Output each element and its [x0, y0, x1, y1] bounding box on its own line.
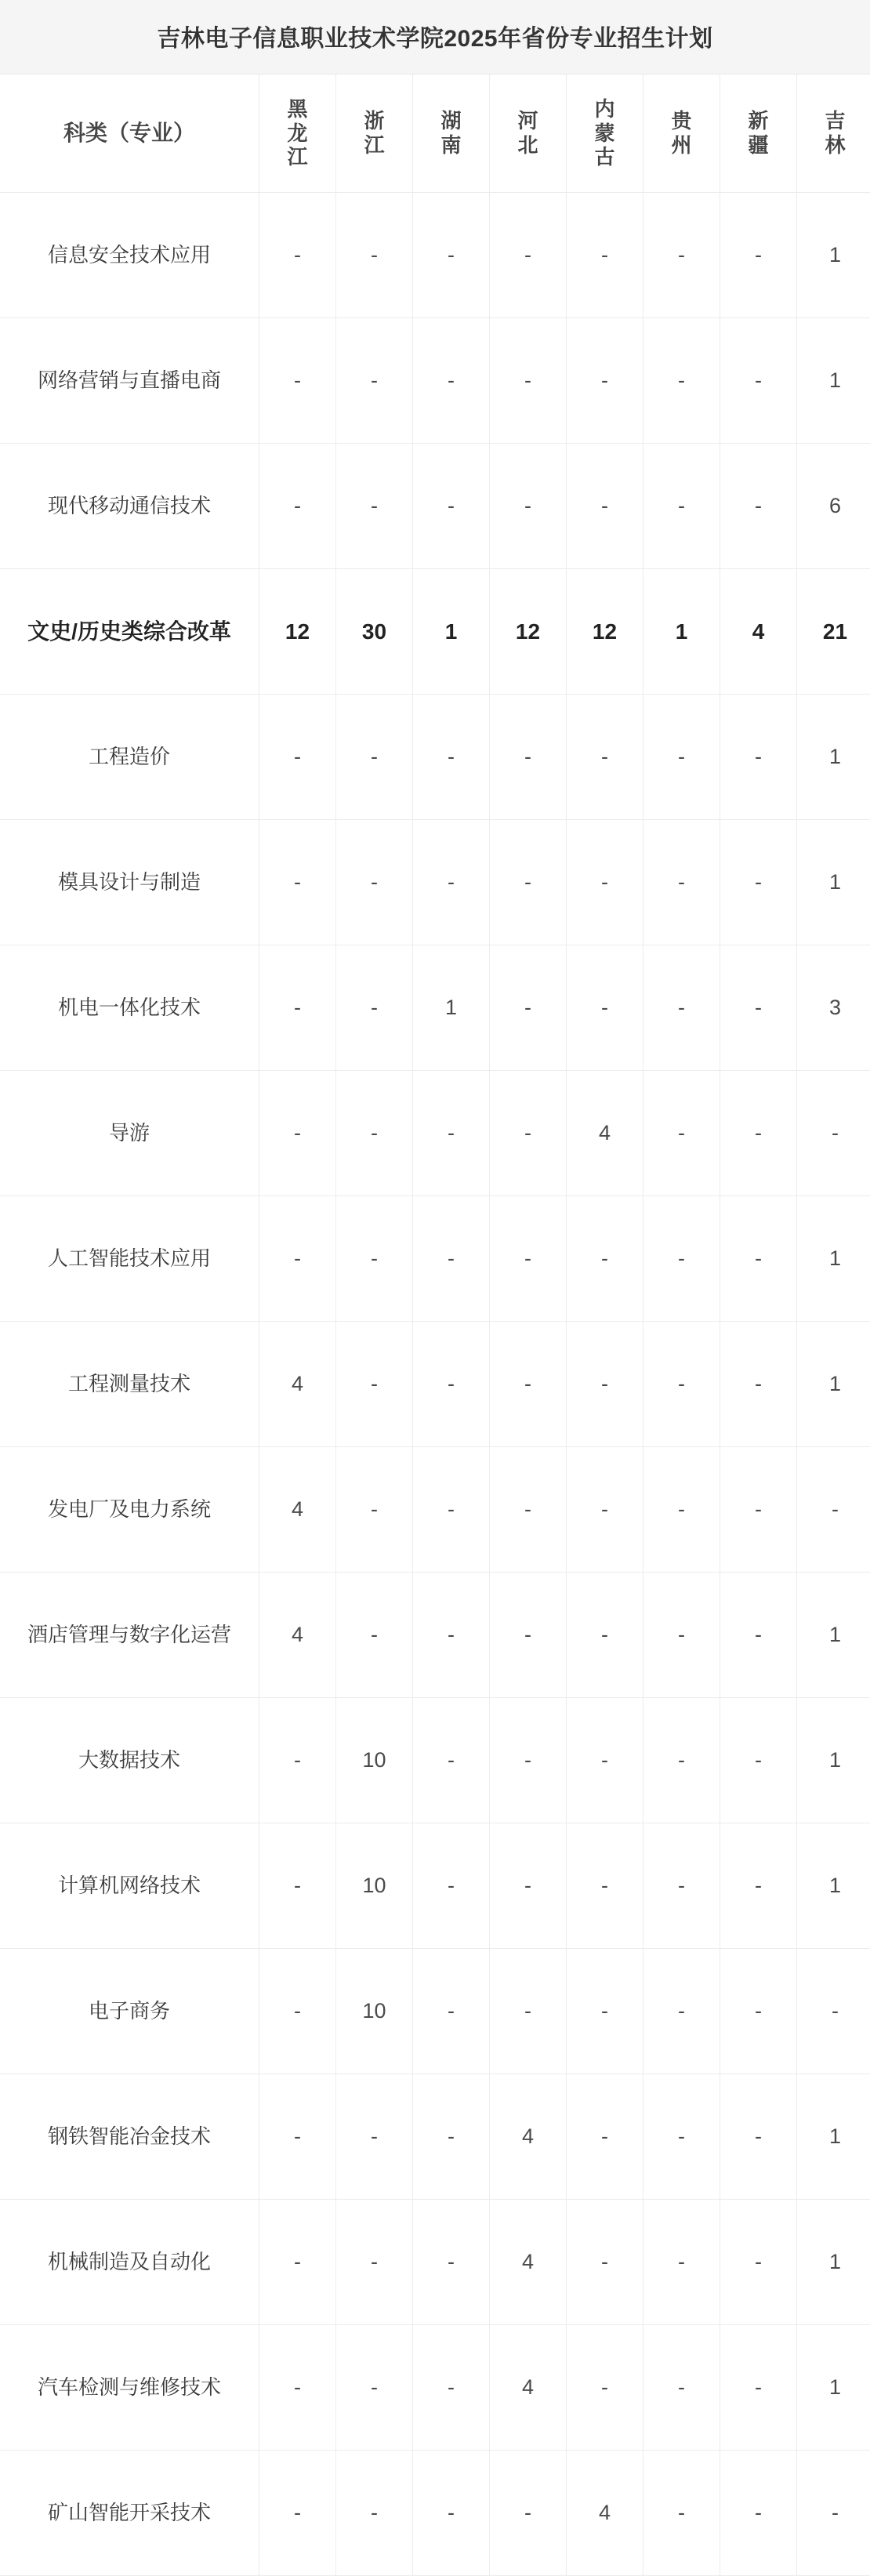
- cell-plan-count: -: [720, 318, 797, 444]
- cell-plan-count: -: [259, 820, 336, 945]
- cell-major-name: 文史/历史类综合改革: [0, 569, 259, 695]
- cell-plan-count: 10: [336, 1698, 413, 1823]
- cell-plan-count: -: [336, 1322, 413, 1447]
- cell-plan-count: -: [720, 2451, 797, 2576]
- cell-major-name: 钢铁智能冶金技术: [0, 2074, 259, 2200]
- cell-plan-count: 1: [797, 1823, 870, 1949]
- table-row: [0, 1322, 870, 1447]
- cell-plan-count: 4: [490, 2200, 567, 2325]
- cell-major-name: 网络营销与直播电商: [0, 318, 259, 444]
- column-header-province-label: 内蒙古: [567, 97, 643, 169]
- table-header-row: [0, 74, 870, 193]
- cell-plan-count: -: [490, 945, 567, 1071]
- cell-plan-count: -: [567, 1196, 643, 1322]
- cell-plan-count: 1: [797, 695, 870, 820]
- cell-plan-count: -: [413, 318, 490, 444]
- cell-plan-count: -: [413, 2200, 490, 2325]
- cell-plan-count: -: [643, 2074, 720, 2200]
- cell-major-name: 发电厂及电力系统: [0, 1447, 259, 1573]
- cell-plan-count: -: [643, 1196, 720, 1322]
- cell-plan-count: -: [567, 695, 643, 820]
- table-row: [0, 1949, 870, 2074]
- cell-plan-count: -: [643, 1322, 720, 1447]
- cell-plan-count: -: [336, 820, 413, 945]
- cell-plan-count: -: [567, 1823, 643, 1949]
- cell-plan-count: 4: [720, 569, 797, 695]
- cell-major-name: 矿山智能开采技术: [0, 2451, 259, 2576]
- table-row: [0, 695, 870, 820]
- cell-plan-count: -: [567, 193, 643, 318]
- cell-plan-count: 3: [797, 945, 870, 1071]
- cell-plan-count: -: [259, 444, 336, 569]
- column-header-province-label: 浙江: [336, 109, 412, 157]
- cell-major-name: 现代移动通信技术: [0, 444, 259, 569]
- cell-plan-count: 4: [490, 2074, 567, 2200]
- cell-plan-count: -: [567, 820, 643, 945]
- enrollment-plan-table: [0, 74, 870, 2576]
- cell-plan-count: -: [413, 695, 490, 820]
- cell-major-name: 汽车检测与维修技术: [0, 2325, 259, 2451]
- cell-plan-count: -: [413, 2451, 490, 2576]
- cell-plan-count: -: [336, 1071, 413, 1196]
- cell-plan-count: -: [259, 2200, 336, 2325]
- cell-plan-count: -: [413, 1196, 490, 1322]
- cell-plan-count: 4: [567, 2451, 643, 2576]
- cell-plan-count: 10: [336, 1949, 413, 2074]
- cell-major-name: 机械制造及自动化: [0, 2200, 259, 2325]
- cell-plan-count: 1: [413, 569, 490, 695]
- cell-plan-count: -: [567, 444, 643, 569]
- column-header-major: 科类（专业）: [0, 74, 259, 193]
- table-body: [0, 193, 870, 2576]
- table-row: [0, 193, 870, 318]
- cell-plan-count: -: [797, 1071, 870, 1196]
- column-header-province-label: 吉林: [797, 109, 870, 157]
- cell-plan-count: 1: [797, 318, 870, 444]
- cell-plan-count: -: [643, 1071, 720, 1196]
- cell-plan-count: -: [413, 1823, 490, 1949]
- cell-plan-count: -: [797, 1949, 870, 2074]
- cell-plan-count: -: [643, 1823, 720, 1949]
- cell-plan-count: -: [720, 1447, 797, 1573]
- table-row: [0, 945, 870, 1071]
- cell-plan-count: -: [720, 193, 797, 318]
- cell-major-name: 酒店管理与数字化运营: [0, 1573, 259, 1698]
- cell-plan-count: -: [720, 1573, 797, 1698]
- column-header-province: [567, 74, 643, 193]
- cell-plan-count: -: [413, 444, 490, 569]
- cell-plan-count: -: [643, 1573, 720, 1698]
- cell-plan-count: -: [643, 2200, 720, 2325]
- cell-plan-count: -: [259, 318, 336, 444]
- cell-plan-count: 4: [259, 1573, 336, 1698]
- cell-plan-count: -: [567, 1447, 643, 1573]
- cell-plan-count: -: [259, 1196, 336, 1322]
- cell-plan-count: -: [490, 1447, 567, 1573]
- cell-plan-count: 1: [797, 2200, 870, 2325]
- cell-plan-count: -: [720, 2325, 797, 2451]
- cell-plan-count: -: [490, 193, 567, 318]
- cell-major-name: 工程造价: [0, 695, 259, 820]
- column-header-province: [336, 74, 413, 193]
- cell-plan-count: -: [567, 1322, 643, 1447]
- cell-plan-count: -: [720, 1196, 797, 1322]
- table-row: [0, 444, 870, 569]
- cell-plan-count: -: [643, 2325, 720, 2451]
- cell-plan-count: -: [259, 1823, 336, 1949]
- cell-plan-count: 4: [567, 1071, 643, 1196]
- cell-plan-count: 4: [259, 1322, 336, 1447]
- cell-plan-count: -: [567, 2200, 643, 2325]
- cell-plan-count: -: [720, 820, 797, 945]
- column-header-province-label: 湖南: [413, 109, 489, 157]
- cell-plan-count: -: [720, 945, 797, 1071]
- column-header-province: [490, 74, 567, 193]
- cell-plan-count: -: [490, 1322, 567, 1447]
- cell-plan-count: 12: [490, 569, 567, 695]
- cell-plan-count: 21: [797, 569, 870, 695]
- cell-plan-count: -: [336, 1196, 413, 1322]
- cell-plan-count: -: [413, 1322, 490, 1447]
- cell-plan-count: -: [567, 945, 643, 1071]
- cell-plan-count: -: [336, 695, 413, 820]
- cell-plan-count: -: [413, 1949, 490, 2074]
- cell-plan-count: -: [643, 1447, 720, 1573]
- cell-plan-count: -: [643, 444, 720, 569]
- cell-plan-count: -: [643, 820, 720, 945]
- cell-major-name: 机电一体化技术: [0, 945, 259, 1071]
- cell-plan-count: 1: [797, 1322, 870, 1447]
- cell-plan-count: 1: [797, 1698, 870, 1823]
- cell-plan-count: 6: [797, 444, 870, 569]
- cell-plan-count: -: [413, 2325, 490, 2451]
- column-header-province: [643, 74, 720, 193]
- cell-major-name: 导游: [0, 1071, 259, 1196]
- cell-plan-count: -: [643, 318, 720, 444]
- page-title: 吉林电子信息职业技术学院2025年省份专业招生计划: [0, 0, 870, 74]
- cell-plan-count: -: [336, 945, 413, 1071]
- cell-plan-count: -: [336, 1573, 413, 1698]
- cell-plan-count: 1: [797, 1196, 870, 1322]
- cell-plan-count: -: [259, 2325, 336, 2451]
- cell-plan-count: -: [413, 1447, 490, 1573]
- cell-major-name: 工程测量技术: [0, 1322, 259, 1447]
- cell-plan-count: 12: [567, 569, 643, 695]
- cell-plan-count: -: [490, 1573, 567, 1698]
- table-row: [0, 569, 870, 695]
- cell-plan-count: -: [413, 1698, 490, 1823]
- column-header-province-label: 新疆: [720, 109, 796, 157]
- cell-major-name: 大数据技术: [0, 1698, 259, 1823]
- cell-major-name: 信息安全技术应用: [0, 193, 259, 318]
- table-row: [0, 318, 870, 444]
- cell-plan-count: -: [336, 444, 413, 569]
- cell-plan-count: -: [567, 1698, 643, 1823]
- table-row: [0, 1071, 870, 1196]
- cell-plan-count: -: [643, 695, 720, 820]
- cell-plan-count: -: [567, 1573, 643, 1698]
- cell-plan-count: -: [413, 1573, 490, 1698]
- cell-plan-count: 1: [797, 1573, 870, 1698]
- cell-plan-count: -: [336, 1447, 413, 1573]
- cell-plan-count: 30: [336, 569, 413, 695]
- cell-plan-count: -: [336, 2074, 413, 2200]
- table-row: [0, 2074, 870, 2200]
- cell-plan-count: -: [413, 820, 490, 945]
- cell-plan-count: -: [720, 444, 797, 569]
- cell-plan-count: -: [720, 1071, 797, 1196]
- table-row: [0, 1698, 870, 1823]
- column-header-province: [797, 74, 870, 193]
- cell-plan-count: -: [490, 1196, 567, 1322]
- cell-plan-count: -: [336, 2325, 413, 2451]
- cell-plan-count: -: [336, 2200, 413, 2325]
- cell-plan-count: -: [490, 1698, 567, 1823]
- cell-plan-count: -: [490, 2451, 567, 2576]
- cell-plan-count: -: [336, 2451, 413, 2576]
- cell-plan-count: 1: [797, 2074, 870, 2200]
- cell-plan-count: -: [720, 1823, 797, 1949]
- table-row: [0, 2200, 870, 2325]
- cell-plan-count: -: [490, 820, 567, 945]
- cell-plan-count: -: [567, 2325, 643, 2451]
- cell-major-name: 模具设计与制造: [0, 820, 259, 945]
- cell-major-name: 人工智能技术应用: [0, 1196, 259, 1322]
- cell-major-name: 计算机网络技术: [0, 1823, 259, 1949]
- cell-plan-count: -: [336, 318, 413, 444]
- table-row: [0, 1447, 870, 1573]
- cell-plan-count: -: [797, 2451, 870, 2576]
- column-header-province: [720, 74, 797, 193]
- cell-plan-count: -: [720, 1698, 797, 1823]
- cell-plan-count: 4: [490, 2325, 567, 2451]
- cell-plan-count: -: [259, 193, 336, 318]
- column-header-province-label: 黑龙江: [259, 97, 335, 169]
- cell-plan-count: 4: [259, 1447, 336, 1573]
- cell-plan-count: -: [490, 1823, 567, 1949]
- cell-plan-count: -: [259, 2451, 336, 2576]
- cell-plan-count: 1: [643, 569, 720, 695]
- cell-plan-count: -: [567, 1949, 643, 2074]
- column-header-province-label: 贵州: [643, 109, 720, 157]
- cell-plan-count: -: [643, 2451, 720, 2576]
- cell-plan-count: -: [490, 695, 567, 820]
- cell-plan-count: 1: [797, 2325, 870, 2451]
- cell-plan-count: -: [259, 945, 336, 1071]
- cell-plan-count: -: [643, 1698, 720, 1823]
- cell-plan-count: -: [490, 1949, 567, 2074]
- table-row: [0, 820, 870, 945]
- cell-plan-count: 12: [259, 569, 336, 695]
- table-row: [0, 1823, 870, 1949]
- cell-plan-count: -: [259, 1698, 336, 1823]
- column-header-province-label: 河北: [490, 109, 566, 157]
- cell-plan-count: -: [259, 695, 336, 820]
- cell-plan-count: -: [259, 1071, 336, 1196]
- table-row: [0, 2451, 870, 2576]
- table-row: [0, 1573, 870, 1698]
- cell-plan-count: -: [413, 1071, 490, 1196]
- cell-plan-count: -: [643, 1949, 720, 2074]
- column-header-province: [413, 74, 490, 193]
- cell-major-name: 电子商务: [0, 1949, 259, 2074]
- cell-plan-count: -: [567, 318, 643, 444]
- cell-plan-count: -: [643, 193, 720, 318]
- cell-plan-count: -: [720, 2074, 797, 2200]
- cell-plan-count: -: [720, 695, 797, 820]
- cell-plan-count: 1: [797, 193, 870, 318]
- cell-plan-count: -: [413, 2074, 490, 2200]
- cell-plan-count: -: [567, 2074, 643, 2200]
- column-header-province: [259, 74, 336, 193]
- cell-plan-count: -: [336, 193, 413, 318]
- cell-plan-count: -: [259, 2074, 336, 2200]
- cell-plan-count: -: [413, 193, 490, 318]
- cell-plan-count: 10: [336, 1823, 413, 1949]
- cell-plan-count: 1: [413, 945, 490, 1071]
- table-row: [0, 1196, 870, 1322]
- cell-plan-count: -: [720, 1322, 797, 1447]
- cell-plan-count: -: [490, 444, 567, 569]
- cell-plan-count: -: [720, 1949, 797, 2074]
- cell-plan-count: -: [797, 1447, 870, 1573]
- table-header: [0, 74, 870, 193]
- cell-plan-count: -: [490, 1071, 567, 1196]
- cell-plan-count: -: [490, 318, 567, 444]
- cell-plan-count: -: [643, 945, 720, 1071]
- cell-plan-count: -: [720, 2200, 797, 2325]
- cell-plan-count: 1: [797, 820, 870, 945]
- cell-plan-count: -: [259, 1949, 336, 2074]
